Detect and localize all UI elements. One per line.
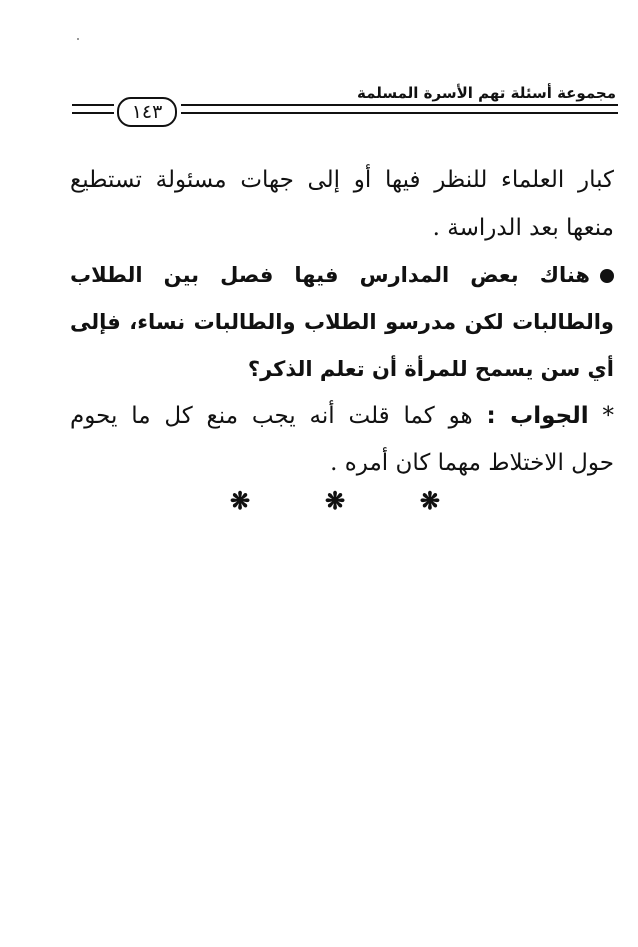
header-rule-left-bottom xyxy=(72,112,114,114)
question-line-3: أي سن يسمح للمرأة أن تعلم الذكر؟ xyxy=(247,357,614,381)
answer-line-1 xyxy=(70,396,614,436)
question-line-2: والطالبات لكن مدرسو الطلاب والطالبات نساء، فإلى xyxy=(70,310,614,334)
answer-label: الجواب : xyxy=(486,403,589,429)
scan-speck xyxy=(77,38,79,40)
running-title: مجموعة أسئلة تهم الأسرة المسلمة xyxy=(357,84,616,102)
section-separator xyxy=(230,486,440,515)
answer-star-icon: * xyxy=(602,403,614,429)
answer-text-1: هو كما قلت أنه يجب منع كل ما يحوم xyxy=(70,403,473,429)
body-line-2: منعها بعد الدراسة . xyxy=(432,215,614,241)
question-line-1 xyxy=(70,255,614,295)
question-text-1: هناك بعض المدارس فيها فصل بين الطلاب xyxy=(70,263,590,287)
asterisk-icon: ❋ xyxy=(230,486,251,515)
header-rule-left-top xyxy=(72,104,114,106)
asterisk-icon: ❋ xyxy=(324,486,346,515)
bullet-icon xyxy=(600,269,614,283)
asterisk-icon: ❋ xyxy=(419,486,440,515)
page-number: ١٤٣ xyxy=(117,97,177,127)
answer-line-2: حول الاختلاط مهما كان أمره . xyxy=(330,450,614,476)
header-rule-right-bottom xyxy=(181,112,618,114)
header-rule-right-top xyxy=(181,104,618,106)
body-line-1: كبار العلماء للنظر فيها أو إلى جهات مسئولة تستطيع xyxy=(70,167,614,193)
